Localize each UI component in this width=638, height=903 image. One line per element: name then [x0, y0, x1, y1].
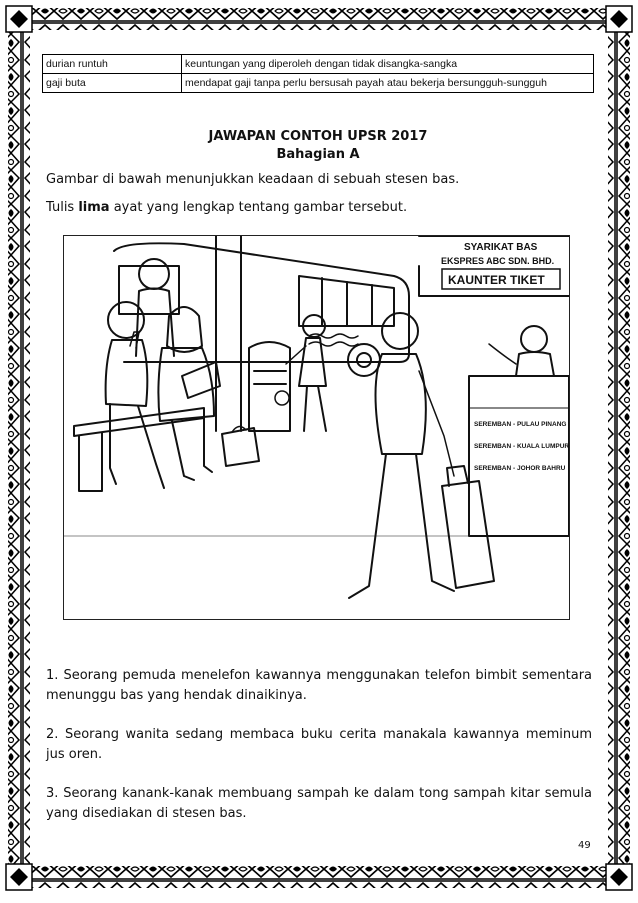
instruction-pre: Tulis — [46, 200, 79, 215]
idiom-meaning: mendapat gaji tanpa perlu bersusah payah atau bekerja bersungguh-sungguh — [182, 74, 594, 93]
instruction-post: ayat yang lengkap tentang gambar tersebut. — [109, 200, 408, 215]
idiom-row — [43, 74, 594, 93]
bus-station-illustration — [63, 235, 570, 620]
page-number: 49 — [578, 840, 591, 851]
idiom-term: durian runtuh — [43, 55, 182, 74]
section-heading: Bahagian A — [276, 147, 360, 162]
idiom-table — [42, 54, 594, 93]
sign-route-1: SEREMBAN - PULAU PINANG — [474, 421, 567, 428]
idiom-row — [43, 55, 594, 74]
sign-company-1: SYARIKAT BAS — [464, 242, 538, 253]
idiom-meaning: keuntungan yang diperoleh dengan tidak disangka-sangka — [182, 55, 594, 74]
answer-heading: JAWAPAN CONTOH UPSR 2017 — [208, 129, 428, 144]
answer-1: 1. Seorang pemuda menelefon kawannya menggunakan telefon bimbit sementara menunggu bas yang hendak dinaikinya. — [46, 668, 592, 703]
answer-3: 3. Seorang kanank-kanak membuang sampah ke dalam tong sampah kitar semula yang disediakan di stesen bas. — [46, 786, 592, 821]
bus-station-drawing — [64, 236, 569, 619]
instruction-line-2 — [46, 198, 592, 218]
instruction-bold: lima — [78, 200, 110, 215]
idiom-term: gaji buta — [43, 74, 182, 93]
sign-company-2: EKSPRES ABC SDN. BHD. — [441, 256, 555, 266]
sign-route-3: SEREMBAN - JOHOR BAHRU — [474, 465, 566, 472]
instruction-line-1: Gambar di bawah menunjukkan keadaan di sebuah stesen bas. — [46, 172, 460, 187]
sign-route-2: SEREMBAN - KUALA LUMPUR — [474, 443, 569, 450]
answer-2: 2. Seorang wanita sedang membaca buku cerita manakala kawannya meminum jus oren. — [46, 727, 592, 762]
sign-counter: KAUNTER TIKET — [448, 273, 545, 287]
